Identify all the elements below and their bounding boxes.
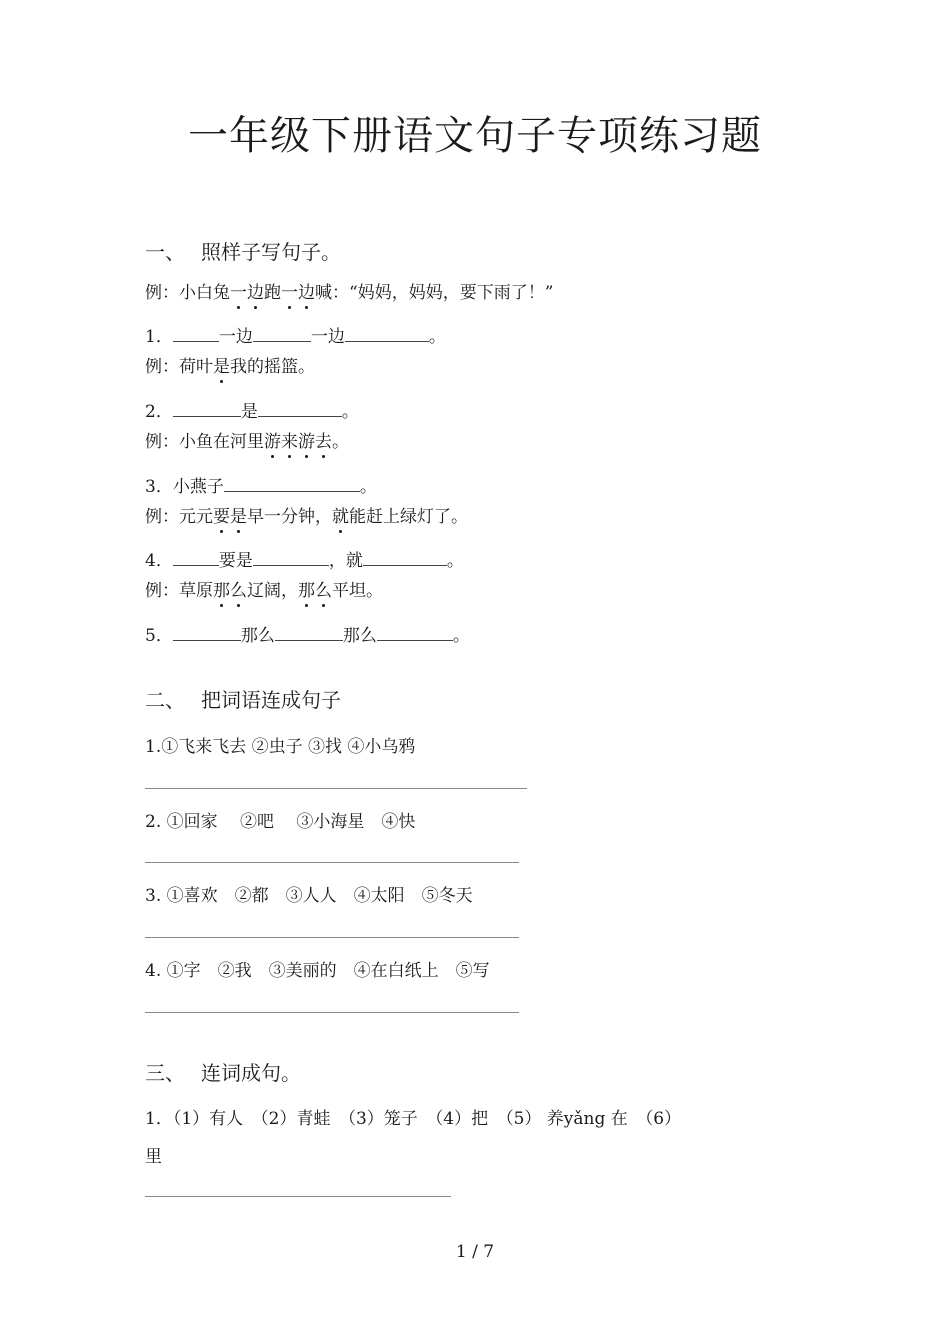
list-item: 1.①飞来飞去 ②虫子 ③找 ④小乌鸦 <box>145 737 416 757</box>
blank-field[interactable] <box>253 551 329 566</box>
example-3-dotted-word: 去 <box>315 432 332 452</box>
question-2 <box>145 397 359 422</box>
question-4-end: 。 <box>446 551 464 571</box>
example-4-dotted-word: 是 <box>230 507 247 527</box>
blank-field[interactable] <box>224 477 360 492</box>
question-1 <box>145 322 446 347</box>
list-item: 3. ①喜欢 ②都 ③人人 ④太阳 ⑤冬天 <box>145 886 473 906</box>
example-1-text-a: 例：小白兔 <box>145 283 230 303</box>
example-5-text-a: 例：草原 <box>145 581 213 601</box>
section-3-number: 三、 <box>145 1061 185 1085</box>
blank-field[interactable] <box>173 402 241 417</box>
example-1-dotted-word: 边 <box>298 283 315 303</box>
blank-field[interactable] <box>363 551 447 566</box>
question-2-end: 。 <box>341 402 359 422</box>
section-2-title: 把词语连成句子 <box>201 688 341 712</box>
question-1-word-b: 一边 <box>310 327 345 347</box>
example-2-dotted-word: 是 <box>213 357 230 377</box>
example-1-dotted-word: 边 <box>247 283 264 303</box>
blank-field[interactable] <box>253 327 311 342</box>
example-1-text-b: 跑 <box>264 283 281 303</box>
example-4-dotted-word: 就 <box>332 507 349 527</box>
blank-field[interactable] <box>173 327 219 342</box>
section-3-title: 连词成句。 <box>201 1061 301 1085</box>
question-2-word: 是 <box>240 402 258 422</box>
example-4-text-a: 例：元元 <box>145 507 213 527</box>
blank-field[interactable] <box>377 626 453 641</box>
example-3-dotted-word: 游 <box>264 432 281 452</box>
question-5-end: 。 <box>452 626 470 646</box>
question-5-word-a: 那么 <box>240 626 275 646</box>
example-2 <box>145 352 315 377</box>
example-1-dotted-word: 一 <box>281 283 298 303</box>
question-1-end: 。 <box>428 327 446 347</box>
question-4-word-b: ，就 <box>328 551 363 571</box>
list-item: 4. ①字 ②我 ③美丽的 ④在白纸上 ⑤写 <box>145 961 490 981</box>
blank-field[interactable] <box>345 327 429 342</box>
blank-field[interactable] <box>173 626 241 641</box>
question-3 <box>145 472 377 497</box>
section-1-title: 照样子写句子。 <box>201 240 341 264</box>
example-4 <box>145 502 468 527</box>
answer-line[interactable] <box>145 788 527 789</box>
section-1-heading <box>145 236 341 265</box>
blank-field[interactable] <box>173 551 219 566</box>
question-4-number: 4． <box>145 551 173 571</box>
list-item: 2. ①回家 ②吧 ③小海星 ④快 <box>145 812 416 832</box>
question-1-word-a: 一边 <box>218 327 253 347</box>
example-2-text-b: 我的摇篮。 <box>230 357 315 377</box>
blank-field[interactable] <box>275 626 343 641</box>
question-4 <box>145 546 464 571</box>
section-2-number: 二、 <box>145 688 185 712</box>
question-5 <box>145 621 470 646</box>
example-3 <box>145 427 349 452</box>
blank-field[interactable] <box>258 402 342 417</box>
page-number: 1 / 7 <box>455 1242 495 1262</box>
question-3-end: 。 <box>359 477 377 497</box>
example-1 <box>145 278 553 303</box>
example-5-dotted-word: 么 <box>230 581 247 601</box>
question-5-word-b: 那么 <box>342 626 377 646</box>
question-3-number: 3． <box>145 477 173 497</box>
question-2-number: 2． <box>145 402 173 422</box>
answer-line[interactable] <box>145 937 519 938</box>
page-title: 一年级下册语文句子专项练习题 <box>188 113 762 159</box>
example-5-text-c: 平坦。 <box>332 581 383 601</box>
section-2-heading <box>145 684 341 713</box>
answer-line[interactable] <box>145 1012 519 1013</box>
list-item: 1．（1）有人 （2）青蛙 （3）笼子 （4）把 （5） 养yǎng 在 （6） <box>145 1109 682 1129</box>
example-5 <box>145 576 383 601</box>
example-4-text-c: 能赶上绿灯了。 <box>349 507 468 527</box>
example-5-dotted-word: 那 <box>213 581 230 601</box>
example-5-text-b: 辽阔， <box>247 581 298 601</box>
section-1-number: 一、 <box>145 240 185 264</box>
question-1-number: 1． <box>145 327 173 347</box>
example-3-text-a: 例：小鱼在河里 <box>145 432 264 452</box>
question-5-number: 5． <box>145 626 173 646</box>
example-3-dotted-word: 游 <box>298 432 315 452</box>
question-4-word-a: 要是 <box>218 551 253 571</box>
example-5-dotted-word: 那 <box>298 581 315 601</box>
section-3-heading <box>145 1057 301 1086</box>
question-3-word: 小燕子 <box>172 477 224 497</box>
example-4-text-b: 早一分钟， <box>247 507 332 527</box>
answer-line[interactable] <box>145 1196 451 1197</box>
example-4-dotted-word: 要 <box>213 507 230 527</box>
example-3-dotted-word: 来 <box>281 432 298 452</box>
example-2-text-a: 例：荷叶 <box>145 357 213 377</box>
list-item-continuation: 里 <box>145 1147 162 1167</box>
example-1-text-c: 喊：“妈妈，妈妈，要下雨了！” <box>315 283 554 303</box>
example-1-dotted-word: 一 <box>230 283 247 303</box>
example-3-text-b: 。 <box>332 432 349 452</box>
answer-line[interactable] <box>145 862 519 863</box>
example-5-dotted-word: 么 <box>315 581 332 601</box>
